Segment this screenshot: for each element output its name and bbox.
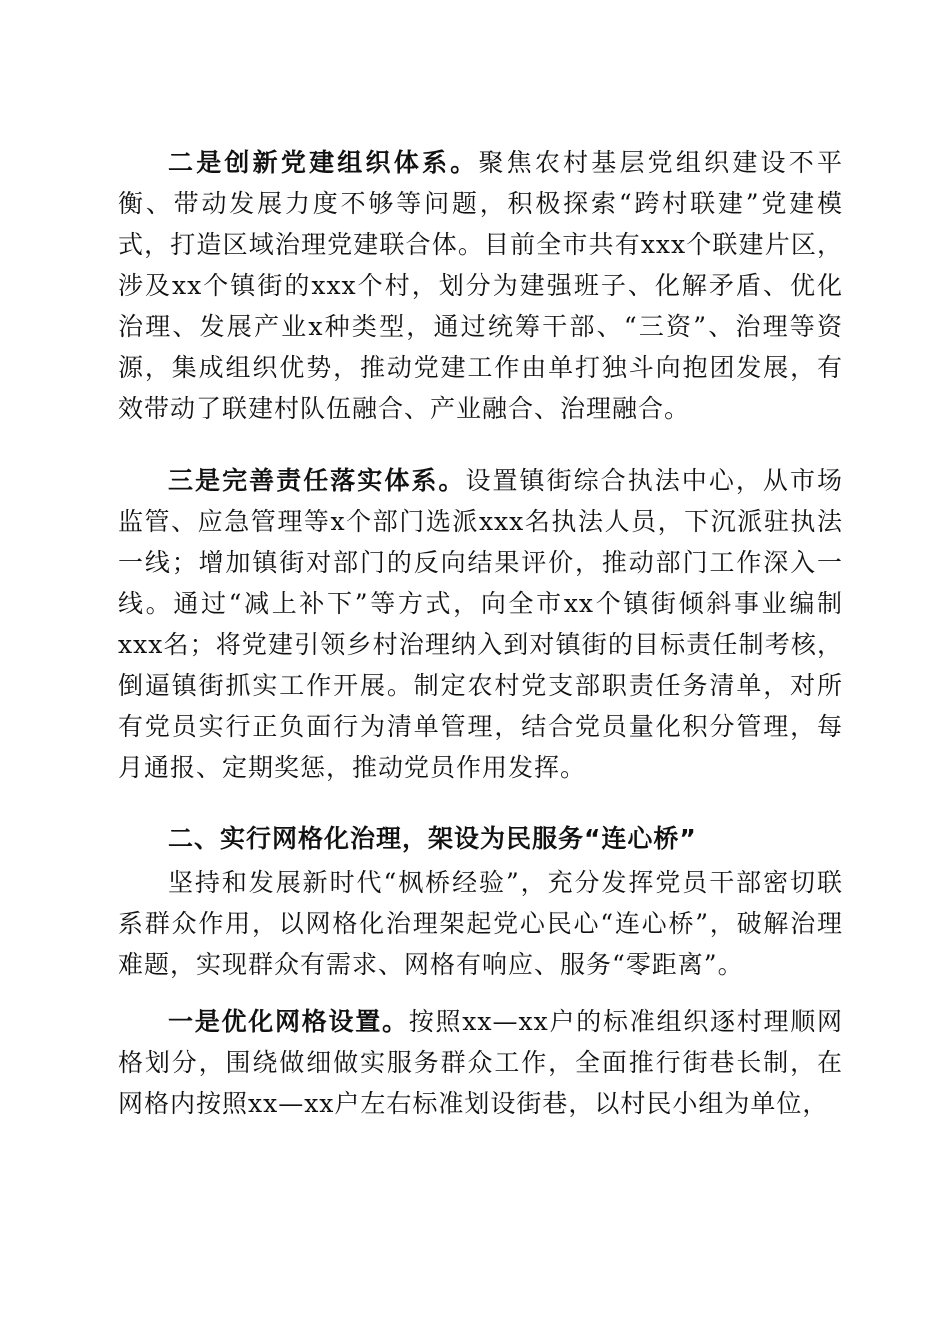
paragraph-organization-system	[118, 142, 843, 429]
section-heading: 二、实行网格化治理，架设为民服务“连心桥”	[168, 824, 697, 853]
paragraph-body: 聚焦农村基层党组织建设不平衡、带动发展力度不够等问题，积极探索“跨村联建”党建模式，打造区域治理党建联合体。目前全市共有xxx个联建片区，涉及xx个镇街的xxx个村，划分为建强班子、化解矛盾、优化治理、发展产业x种类型，通过统筹干部、“三资”、治理等资源，集成组织优势，推动党建工作由单打独斗向抱团发展，有效带动了联建村队伍融合、产业融合、治理融合。	[118, 148, 843, 423]
paragraph-intro: 坚持和发展新时代“枫桥经验”，充分发挥党员干部密切联系群众作用，以网格化治理架起党心民心“连心桥”，破解治理难题，实现群众有需求、网格有响应、服务“零距离”。	[118, 868, 843, 979]
paragraph-lead: 三是完善责任落实体系。	[168, 466, 466, 495]
paragraph-responsibility-system	[118, 460, 843, 788]
paragraph-lead: 一是优化网格设置。	[168, 1007, 409, 1036]
paragraph-body: 按照xx—xx户的标准组织逐村理顺网格划分，围绕做细做实服务群众工作，全面推行街巷长制，在网格内按照xx—xx户左右标准划设街巷，以村民小组为单位，	[118, 1007, 843, 1118]
paragraph-grid-setup	[118, 1001, 843, 1124]
paragraph-lead: 二是创新党建组织体系。	[168, 148, 479, 177]
paragraph-body: 设置镇街综合执法中心，从市场监管、应急管理等x个部门选派xxx名执法人员，下沉派驻执法一线；增加镇街对部门的反向结果评价，推动部门工作深入一线。通过“减上补下”等方式，向全市xx个镇街倾斜事业编制xxx名；将党建引领乡村治理纳入到对镇街的目标责任制考核，倒逼镇街抓实工作开展。制定农村党支部职责任务清单，对所有党员实行正负面行为清单管理，结合党员量化积分管理，每月通报、定期奖惩，推动党员作用发挥。	[118, 466, 843, 782]
